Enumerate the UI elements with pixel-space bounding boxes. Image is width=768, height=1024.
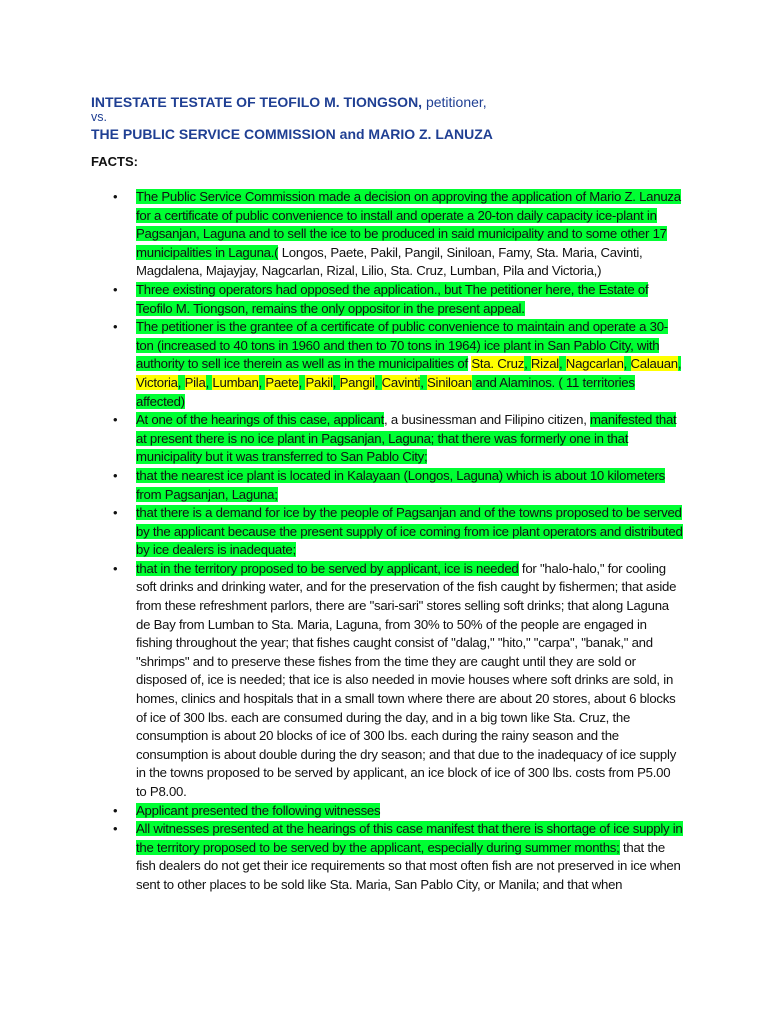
body-text: , a businessman and Filipino citizen,	[384, 412, 591, 428]
fact-bullet-item	[0, 188, 684, 281]
yellow-highlighted-text: Lumban	[212, 374, 259, 390]
facts-heading: FACTS:	[91, 154, 138, 169]
yellow-highlighted-text: Nagcarlan	[565, 356, 624, 372]
fact-bullet-item	[0, 467, 684, 504]
green-highlighted-text: that the nearest ice plant is located in Kalayaan (Longos, Laguna) which is about 10 kilometers from Pagsanjan, Laguna;	[136, 467, 665, 502]
bullet-marker: •	[113, 802, 118, 818]
yellow-highlighted-text: Calauan	[630, 356, 678, 372]
respondents-title-bold: THE PUBLIC SERVICE COMMISSION and MARIO Z. LANUZA	[91, 126, 493, 142]
green-highlighted-text: ,	[677, 356, 682, 372]
versus-label: vs.	[91, 110, 107, 124]
green-highlighted-text: that in the territory proposed to be served by applicant, ice is needed	[136, 560, 519, 576]
fact-bullet-item	[0, 802, 684, 821]
fact-bullet-item	[0, 504, 684, 560]
green-highlighted-text: ,	[623, 356, 631, 372]
fact-bullet-item	[0, 411, 684, 467]
green-highlighted-text: All witnesses presented at the hearings of this case manifest that there is shortage of ice supply in the territory proposed to be served by the applicant, especially during summer months;	[136, 821, 683, 855]
green-highlighted-text: that there is a demand for ice by the people of Pagsanjan and of the towns proposed to be served by the applicant because the present supply of ice coming from ice plant operators and distributed by ice dealers is inadequate;	[136, 505, 683, 558]
yellow-highlighted-text: Siniloan	[427, 374, 472, 390]
green-highlighted-text: At one of the hearings of this case, applicant	[136, 412, 385, 428]
green-highlighted-text: Three existing operators had opposed the application., but The petitioner here, the Estate of Teofilo M. Tiongson, remains the only oppositor in the present appeal.	[136, 281, 649, 316]
green-highlighted-text: ,	[298, 374, 306, 390]
facts-bullet-list	[0, 188, 768, 895]
case-title-role: petitioner,	[422, 94, 487, 110]
yellow-highlighted-text: Cavinti	[381, 374, 421, 390]
yellow-highlighted-text: Victoria	[136, 374, 178, 390]
bullet-marker: •	[113, 412, 118, 428]
green-highlighted-text: ,	[258, 374, 266, 390]
yellow-highlighted-text: Sta. Cruz	[471, 356, 525, 372]
body-text: that the fish dealers do not get their ice requirements so that most often fish are not preserved in ice when sent to other places to be sold like Sta. Maria, San Pablo City, or Manila; and that when	[136, 839, 681, 892]
green-highlighted-text: The petitioner is the grantee of a certificate of public convenience to maintain and operate a 30-ton (increased to 40 tons in 1960 and then to 70 tons in 1964) ice plant in San Pablo City, with authority to sell ice therein as well as in the municipalities of	[136, 319, 668, 372]
green-highlighted-text: ,	[177, 374, 185, 390]
case-title	[91, 94, 487, 110]
bullet-marker: •	[113, 189, 118, 204]
fact-bullet-item	[0, 560, 684, 802]
yellow-highlighted-text: Pangil	[339, 374, 375, 390]
bullet-marker: •	[113, 505, 118, 521]
case-title-bold: INTESTATE TESTATE OF TEOFILO M. TIONGSON,	[91, 94, 423, 110]
yellow-highlighted-text: Paete	[265, 374, 299, 390]
green-highlighted-text: Applicant presented the following witnesses	[136, 802, 381, 818]
fact-bullet-item	[0, 820, 684, 894]
green-highlighted-text: The Public Service Commission made a decision on approving the application of Mario Z. Lanuza for a certificate of public convenience to install and operate a 20-ton daily capacity ice-plant in Pagsanjan, Laguna and to sell the ice to be produced in said municipality and to some other 17 municipalities in Laguna.(	[136, 189, 681, 260]
fact-bullet-item	[0, 281, 684, 318]
green-highlighted-text: and Alaminos. ( 11 territories affected)	[136, 374, 635, 409]
yellow-highlighted-text: Pila	[184, 374, 206, 390]
fact-bullet-item	[0, 318, 684, 411]
bullet-marker: •	[113, 821, 118, 837]
body-text: Longos, Paete, Pakil, Pangil, Siniloan, Famy, Sta. Maria, Cavinti, Magdalena, Majayjay, Nagcarlan, Rizal, Lilio, Sta. Cruz, Lumban, Pila and Victoria,)	[136, 244, 643, 279]
green-highlighted-text: ,	[420, 374, 428, 390]
green-highlighted-text: ,	[558, 356, 566, 372]
bullet-marker: •	[113, 319, 118, 335]
yellow-highlighted-text: Pakil	[305, 374, 333, 390]
yellow-highlighted-text: Rizal	[530, 356, 559, 372]
green-highlighted-text: ,	[524, 356, 531, 372]
bullet-marker: •	[113, 281, 118, 297]
body-text: for "halo-halo," for cooling soft drinks and drinking water, and for the preservation of the fish caught by fishermen; that aside from these refreshment parlors, there are "sari-sari" stores selling soft drinks; that along Laguna de Bay from Lumban to Sta. Maria, Laguna, from 30% to 50% of the people are engaged in fishing throughout the year; that fishes caught consist of "dalag," "hito," "carpa", "banak," and "shrimps" and to preserve these fishes from the time they are caught until they are sold or disposed of, ice is needed; that ice is also needed in movie houses where soft drinks are sold, in homes, clinics and hospitals that in a small town where there are about 20 stores, about 6 blocks of ice of 300 lbs. each are consumed during the day, and in a big town like Sta. Cruz, the consumption is about 20 blocks of ice of 300 lbs. each during the rainy season and the consumption is about double during the dry season; and that due to the inadequacy of ice supply in the towns proposed to be served by applicant, an ice block of ice of 300 lbs. costs from P5.00 to P8.00.	[136, 560, 677, 799]
green-highlighted-text: ,	[205, 374, 213, 390]
bullet-marker: •	[113, 560, 118, 576]
green-highlighted-text: ,	[332, 374, 340, 390]
green-highlighted-text: manifested that at present there is no ice plant in Pagsanjan, Laguna; that there was formerly one in that municipality but it was transferred to San Pablo City;	[136, 412, 677, 465]
green-highlighted-text: ,	[374, 374, 382, 390]
respondents-title	[91, 126, 493, 142]
bullet-marker: •	[113, 467, 118, 483]
